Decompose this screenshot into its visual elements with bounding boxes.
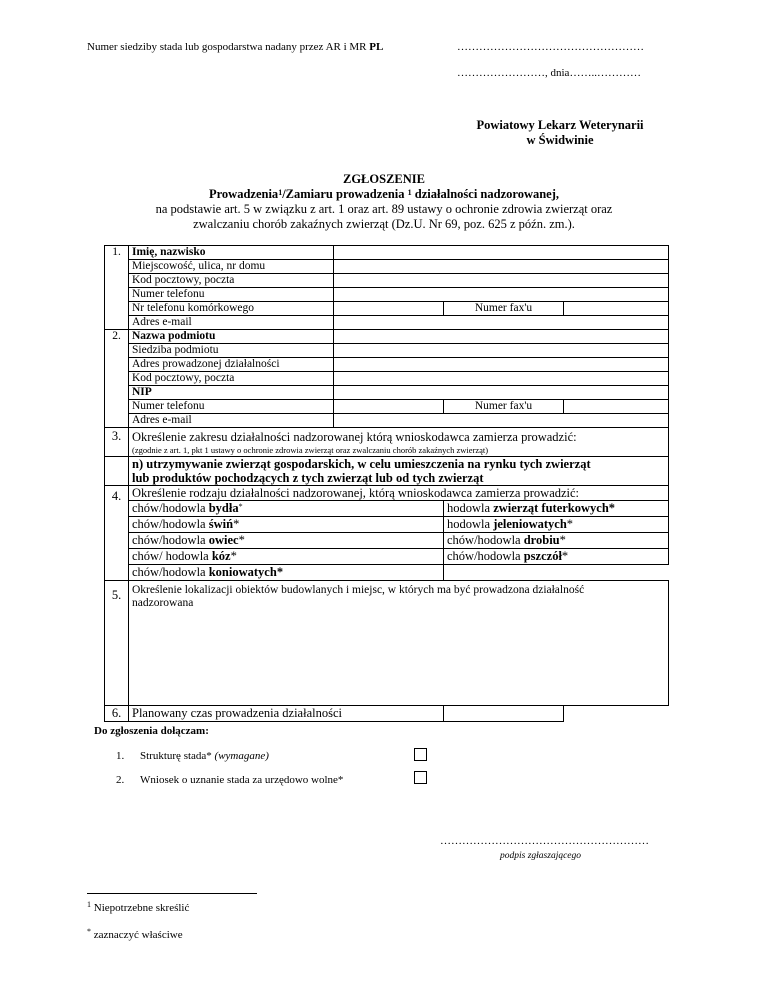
option-horses-bold: koniowatych — [208, 565, 277, 579]
option-cattle-pre: chów/hodowla — [132, 501, 209, 515]
field-label-activity-address: Adres prowadzonej działalności — [129, 358, 334, 372]
option-cattle[interactable] — [129, 501, 444, 517]
herd-number-field[interactable]: …………………………………………… — [457, 41, 644, 53]
option-fur-bold: zwierząt futerkowych* — [493, 501, 616, 515]
option-pigs-bold: świń — [208, 517, 234, 531]
option-fur-animals[interactable] — [444, 501, 669, 517]
recipient-line2: w Świdwinie — [526, 133, 594, 147]
section-6-number: 6. — [105, 706, 129, 722]
section-4-heading: Określenie rodzaju działalności nadzorowanej, którą wnioskodawca zamierza prowadzić: — [129, 486, 669, 501]
footnote-1 — [87, 902, 189, 914]
attachments-heading: Do zgłoszenia dołączam: — [94, 725, 209, 737]
option-bees[interactable] — [444, 549, 669, 565]
option-poultry-mark: * — [559, 533, 566, 547]
attachment-1-italic: (wymagane) — [214, 750, 269, 762]
option-poultry-pre: chów/hodowla — [447, 533, 524, 547]
option-empty — [444, 565, 669, 581]
attachment-2-text: Wniosek o uznanie stada za urzędowo wolne* — [140, 774, 344, 786]
field-label-entity-seat: Siedziba podmiotu — [129, 344, 334, 358]
section-6-input[interactable] — [444, 706, 564, 722]
option-horses-mark: * — [276, 565, 284, 579]
option-sheep[interactable] — [129, 533, 444, 549]
subtitle-part-b: /Zamiaru prowadzenia — [282, 187, 405, 201]
field-input-phone[interactable] — [334, 288, 669, 302]
section-3-heading-cell — [129, 428, 669, 457]
field-input-postal[interactable] — [334, 274, 669, 288]
section-3-answer-spacer — [105, 457, 129, 486]
option-deer-pre: hodowla — [447, 517, 494, 531]
option-cattle-mark: * — [238, 502, 243, 511]
legal-basis-2: zwalczaniu chorób zakaźnych zwierząt (Dz.U. Nr 69, poz. 625 z późn. zm.). — [193, 217, 575, 231]
recipient — [430, 118, 690, 148]
option-poultry-bold: drobiu — [523, 533, 560, 547]
option-pigs-pre: chów/hodowla — [132, 517, 209, 531]
field-input-entity-phone[interactable] — [334, 400, 444, 414]
option-horses-pre: chów/hodowla — [132, 565, 209, 579]
option-sheep-bold: owiec — [208, 533, 239, 547]
section-3-answer-line1: n) utrzymywanie zwierząt gospodarskich, w celu umieszczenia na rynku tych zwierząt — [132, 457, 591, 471]
option-bees-bold: pszczół — [523, 549, 562, 563]
signature-label: podpis zgłaszającego — [500, 851, 582, 861]
field-input-activity-address[interactable] — [334, 358, 669, 372]
attachment-1-num: 1. — [116, 750, 125, 762]
option-pigs-mark: * — [233, 517, 240, 531]
recipient-line1: Powiatowy Lekarz Weterynarii — [476, 118, 644, 132]
subtitle-part-a: Prowadzenia — [208, 187, 279, 201]
field-input-entity-seat[interactable] — [334, 344, 669, 358]
herd-number-label — [87, 41, 383, 53]
footnote-2 — [87, 929, 183, 941]
option-goats-bold: kóz — [211, 549, 231, 563]
section-6-label: Planowany czas prowadzenia działalności — [129, 706, 444, 722]
field-input-entity-email[interactable] — [334, 414, 669, 428]
section-3-answer — [129, 457, 669, 486]
attachment-1-text: Strukturę stada* — [140, 750, 215, 762]
option-goats-pre: chów/ hodowla — [132, 549, 212, 563]
option-bees-mark: * — [561, 549, 569, 563]
option-goats[interactable] — [129, 549, 444, 565]
field-input-name[interactable] — [334, 246, 669, 260]
option-horses[interactable] — [129, 565, 444, 581]
field-label-phone: Numer telefonu — [129, 288, 334, 302]
option-cattle-bold: bydła — [208, 501, 239, 515]
form-table — [104, 245, 669, 722]
option-bees-pre: chów/hodowla — [447, 549, 524, 563]
field-input-email[interactable] — [334, 316, 669, 330]
page-title: ZGŁOSZENIE — [343, 172, 425, 186]
herd-number-label-text: Numer siedziby stada lub gospodarstwa nadany przez AR i MR — [87, 41, 367, 53]
fax-label-1: Numer fax'u — [444, 302, 564, 316]
field-label-address: Miejscowość, ulica, nr domu — [129, 260, 334, 274]
footnote-2-text: zaznaczyć właściwe — [93, 929, 183, 941]
attachment-2-num: 2. — [116, 774, 125, 786]
field-label-postal: Kod pocztowy, poczta — [129, 274, 334, 288]
field-label-email: Adres e-mail — [129, 316, 334, 330]
option-poultry[interactable] — [444, 533, 669, 549]
section-3-note: (zgodnie z art. 1, pkt 1 ustawy o ochronie zdrowia zwierząt oraz zwalczaniu chorób zakaźnych zwierząt) — [132, 445, 489, 455]
field-label-name: Imię, nazwisko — [129, 246, 334, 260]
option-fur-pre: hodowla — [447, 501, 494, 515]
date-field[interactable]: ……………………, dnia……..………… — [457, 67, 641, 79]
footnote-ref-2: 1 — [407, 188, 412, 197]
option-deer-bold: jeleniowatych — [493, 517, 567, 531]
field-input-mobile[interactable] — [334, 302, 444, 316]
title-block — [60, 172, 708, 232]
section-5-text1: Określenie lokalizacji obiektów budowlanych i miejsc, w których ma być prowadzona działalność — [132, 584, 585, 596]
title-subtitle — [60, 187, 708, 202]
section-5-number: 5. — [105, 581, 129, 706]
option-deer-mark: * — [566, 517, 574, 531]
attachment-1-label — [140, 750, 269, 762]
field-input-fax-2[interactable] — [564, 400, 669, 414]
field-label-entity-email: Adres e-mail — [129, 414, 334, 428]
section-4-number: 4. — [105, 486, 129, 581]
field-label-entity-name: Nazwa podmiotu — [129, 330, 334, 344]
attachment-2-checkbox[interactable] — [414, 771, 427, 784]
legal-basis-1: na podstawie art. 5 w związku z art. 1 oraz art. 89 ustawy o ochronie zdrowia zwierząt oraz — [155, 202, 613, 216]
section-3-heading: Określenie zakresu działalności nadzorowanej którą wnioskodawca zamierza prowadzić: — [132, 430, 577, 444]
field-label-entity-phone: Numer telefonu — [129, 400, 334, 414]
footnote-divider — [87, 893, 257, 894]
fax-label-2: Numer fax'u — [444, 400, 564, 414]
attachment-1-checkbox[interactable] — [414, 748, 427, 761]
section-3-number: 3. — [105, 428, 129, 457]
section-2-number: 2. — [105, 330, 129, 428]
option-goats-mark: * — [230, 549, 237, 563]
field-input-entity-name[interactable] — [334, 330, 669, 344]
section-5-cell[interactable] — [129, 581, 669, 706]
section-3-answer-line2: lub produktów pochodzących z tych zwierząt lub od tych zwierząt — [132, 471, 484, 485]
subtitle-part-c: działalności nadzorowanej, — [414, 187, 560, 201]
field-label-nip: NIP — [129, 386, 334, 400]
option-deer[interactable] — [444, 517, 669, 533]
option-sheep-pre: chów/hodowla — [132, 533, 209, 547]
option-pigs[interactable] — [129, 517, 444, 533]
footnote-ref-1: 1 — [278, 188, 283, 197]
footnote-2-mark: * — [87, 927, 91, 936]
field-label-mobile: Nr telefonu komórkowego — [129, 302, 334, 316]
field-input-address[interactable] — [334, 260, 669, 274]
section-6-empty — [564, 706, 669, 722]
option-sheep-mark: * — [238, 533, 245, 547]
section-1-number: 1. — [105, 246, 129, 330]
section-5-text2: nadzorowana — [132, 597, 194, 609]
footnote-1-text: Niepotrzebne skreślić — [93, 902, 190, 914]
signature-field[interactable]: ………………………………………………… — [440, 835, 649, 847]
footnote-1-mark: 1 — [87, 900, 91, 909]
field-input-entity-postal[interactable] — [334, 372, 669, 386]
field-input-nip[interactable] — [334, 386, 669, 400]
field-label-entity-postal: Kod pocztowy, poczta — [129, 372, 334, 386]
herd-number-suffix: PL — [369, 41, 384, 53]
field-input-fax-1[interactable] — [564, 302, 669, 316]
